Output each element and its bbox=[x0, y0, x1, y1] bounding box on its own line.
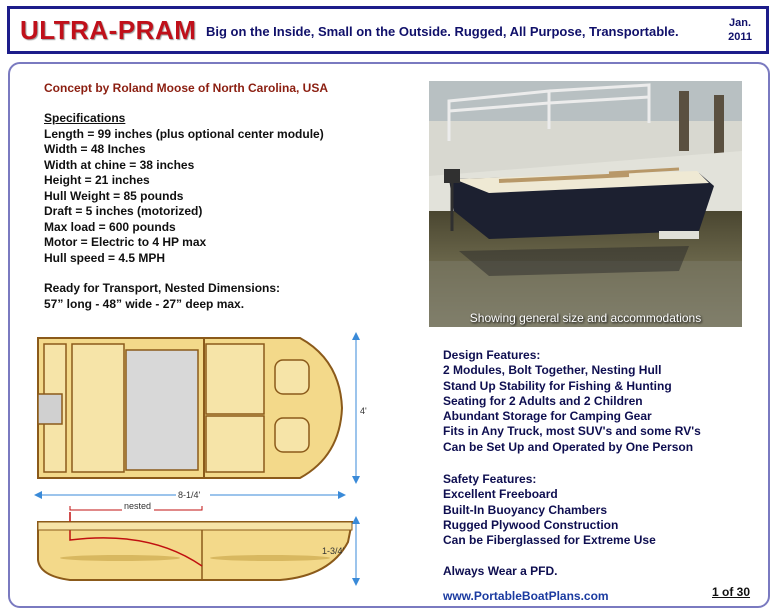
width-label: 4' bbox=[360, 406, 367, 416]
design-item: Stand Up Stability for Fishing & Hunting bbox=[443, 378, 672, 393]
boat-photo-image bbox=[429, 81, 742, 327]
safety-features bbox=[443, 472, 656, 548]
design-item: Abundant Storage for Camping Gear bbox=[443, 409, 652, 424]
design-item: Can be Set Up and Operated by One Person bbox=[443, 439, 694, 454]
spec-item: Height = 21 inches bbox=[44, 173, 150, 187]
spec-item: Draft = 5 inches (motorized) bbox=[44, 204, 203, 218]
safety-item: Excellent Freeboard bbox=[443, 487, 558, 502]
spec-item: Hull speed = 4.5 MPH bbox=[44, 250, 166, 265]
specifications bbox=[44, 111, 324, 266]
issue-month: Jan. bbox=[729, 17, 752, 29]
header-banner bbox=[7, 6, 769, 54]
transport-heading: Ready for Transport, Nested Dimensions: bbox=[44, 281, 281, 295]
boat-diagram bbox=[30, 330, 370, 588]
design-item: Seating for 2 Adults and 2 Children bbox=[443, 393, 643, 408]
side-view bbox=[38, 501, 352, 580]
spec-item: Max load = 600 pounds bbox=[44, 219, 176, 234]
boat-photo bbox=[429, 81, 742, 327]
length-label: 8-1/4' bbox=[178, 490, 201, 500]
specifications-heading: Specifications bbox=[44, 111, 126, 125]
design-item: Fits in Any Truck, most SUV's and some RV's bbox=[443, 424, 701, 439]
spec-item: Width = 48 Inches bbox=[44, 142, 146, 156]
spec-item: Motor = Electric to 4 HP max bbox=[44, 235, 207, 249]
spec-item: Hull Weight = 85 pounds bbox=[44, 188, 184, 203]
height-label: 1-3/4' bbox=[322, 546, 345, 556]
website-link[interactable]: www.PortableBoatPlans.com bbox=[443, 589, 609, 603]
design-item: 2 Modules, Bolt Together, Nesting Hull bbox=[443, 363, 662, 378]
page-number: 1 of 30 bbox=[712, 585, 751, 599]
transport-values: 57” long - 48” wide - 27” deep max. bbox=[44, 296, 245, 311]
safety-heading: Safety Features: bbox=[443, 472, 537, 486]
concept-credit: Concept by Roland Moose of North Carolina, USA bbox=[44, 81, 329, 95]
pfd-notice: Always Wear a PFD. bbox=[443, 564, 558, 578]
spec-item: Length = 99 inches (plus optional center module) bbox=[44, 126, 324, 141]
tagline: Big on the Inside, Small on the Outside. Rugged, All Purpose, Transportable. bbox=[206, 24, 679, 39]
safety-item: Built-In Buoyancy Chambers bbox=[443, 502, 608, 517]
design-heading: Design Features: bbox=[443, 348, 541, 362]
issue-year: 2011 bbox=[728, 31, 752, 43]
page-title: ULTRA-PRAM bbox=[20, 15, 197, 45]
transport-dimensions bbox=[44, 281, 280, 312]
width-dimension bbox=[352, 332, 367, 484]
nested-label: nested bbox=[124, 501, 152, 511]
length-dimension bbox=[34, 489, 346, 500]
photo-caption: Showing general size and accommodations bbox=[469, 311, 702, 325]
safety-item: Rugged Plywood Construction bbox=[443, 517, 619, 532]
top-view bbox=[38, 338, 342, 478]
spec-item: Width at chine = 38 inches bbox=[44, 157, 195, 172]
design-features bbox=[443, 348, 701, 455]
issue-date bbox=[728, 16, 752, 44]
safety-item: Can be Fiberglassed for Extreme Use bbox=[443, 533, 656, 548]
